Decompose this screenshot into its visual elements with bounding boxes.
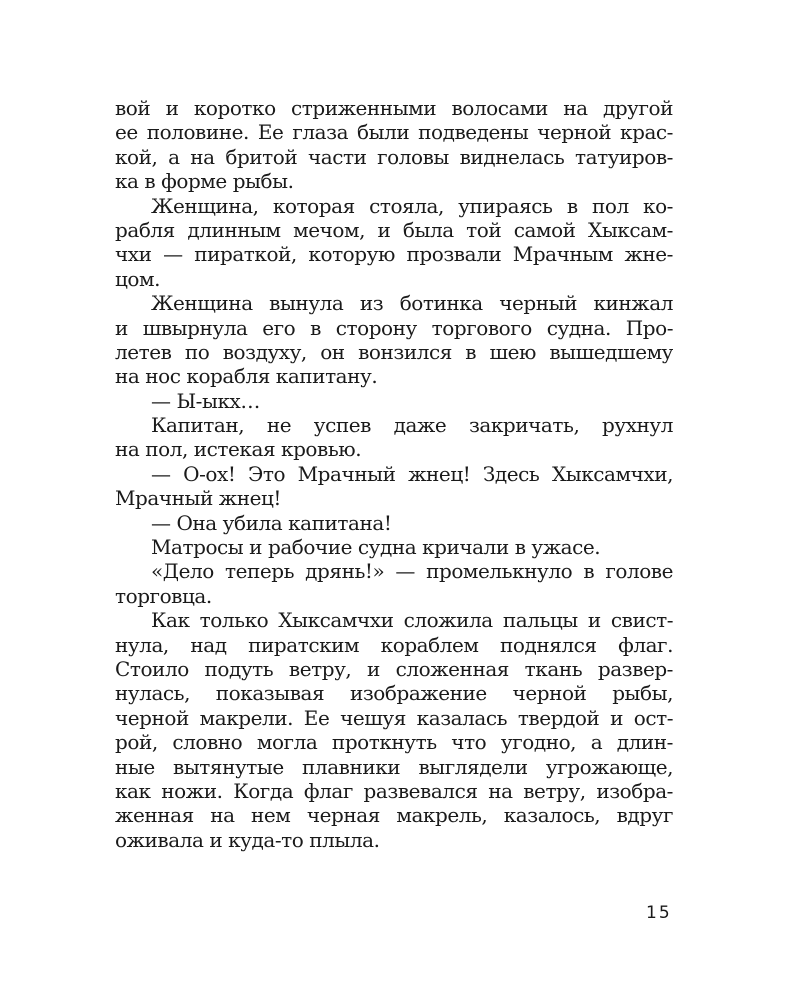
text-line: — О-ох! Это Мрачный жнец! Здесь Хыксамчхи, <box>151 461 673 486</box>
text-line: на пол, истекая кровью. <box>115 437 362 462</box>
text-line: кой, а на бритой части головы виднелась татуиров- <box>115 144 673 169</box>
text-line: рой, словно могла проткнуть что угодно, а длин- <box>115 730 673 755</box>
page-number: 15 <box>646 903 672 923</box>
text-line: Женщина, которая стояла, упираясь в пол ко- <box>151 193 673 218</box>
text-line: Матросы и рабочие судна кричали в ужасе. <box>151 535 601 560</box>
text-line: — Она убила капитана! <box>151 510 392 535</box>
text-line: ные вытянутые плавники выглядели угрожающе, <box>115 754 673 779</box>
text-line: торговца. <box>115 583 212 608</box>
text-line: Как только Хыксамчхи сложила пальцы и свист- <box>151 608 673 633</box>
text-line: «Дело теперь дрянь!» — промелькнуло в голове <box>151 559 673 584</box>
text-line: оживала и куда-то плыла. <box>115 827 380 852</box>
text-line: Мрачный жнец! <box>115 486 281 511</box>
body-text <box>115 96 673 852</box>
text-line: летев по воздуху, он вонзился в шею вышедшему <box>115 339 673 364</box>
text-line: как ножи. Когда флаг развевался на ветру, изобра- <box>115 778 673 803</box>
text-line: вой и коротко стриженными волосами на другой <box>115 96 673 120</box>
text-line: и швырнула его в сторону торгового судна. Про- <box>115 315 673 340</box>
text-line: Стоило подуть ветру, и сложенная ткань развер- <box>115 656 673 681</box>
text-line: черной макрели. Ее чешуя казалась твердой и ост- <box>115 705 673 730</box>
text-line: Капитан, не успев даже закричать, рухнул <box>151 413 673 438</box>
text-line: нула, над пиратским кораблем поднялся флаг. <box>115 632 673 657</box>
text-line: нулась, показывая изображение черной рыбы, <box>115 681 673 706</box>
text-line: — Ы-ыкх… <box>151 388 260 413</box>
text-line: женная на нем черная макрель, казалось, вдруг <box>115 803 673 828</box>
text-line: на нос корабля капитану. <box>115 364 378 389</box>
text-line: цом. <box>115 266 161 291</box>
text-line: чхи — пираткой, которую прозвали Мрачным жне- <box>115 242 673 267</box>
text-line: рабля длинным мечом, и была той самой Хыксам- <box>115 217 673 242</box>
text-line: ка в форме рыбы. <box>115 169 294 194</box>
text-line: Женщина вынула из ботинка черный кинжал <box>151 291 673 316</box>
text-line: ее половине. Ее глаза были подведены черной крас- <box>115 120 673 145</box>
